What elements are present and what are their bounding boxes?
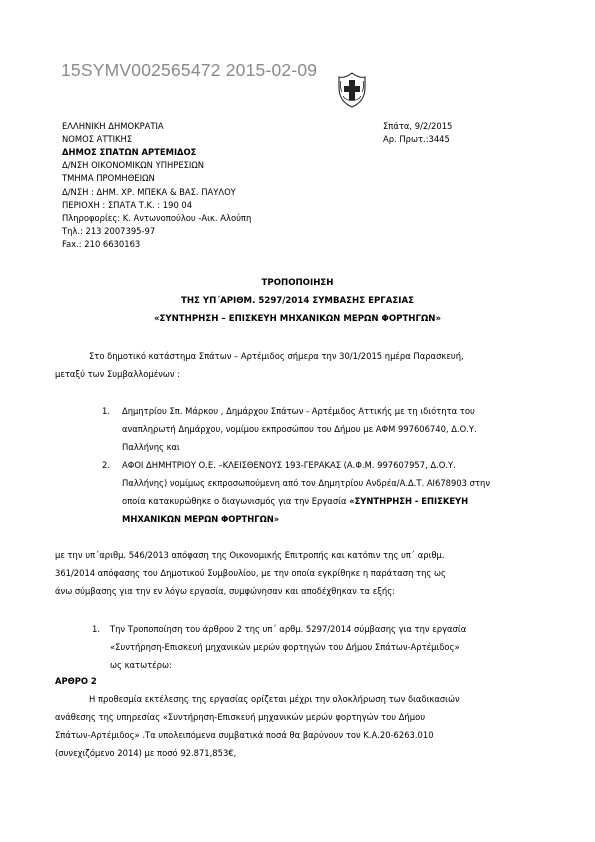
issuer-prefecture: ΝΟΜΟΣ ΑΤΤΙΚΗΣ [62,134,133,144]
issuer-area: ΠΕΡΙΟΧΗ : ΣΠΑΤΑ Τ.Κ. : 190 04 [62,200,193,210]
item-1-line-2: «Συντήρηση-Επισκευή μηχανικών μερών φορτηγών του Δήμου Σπάτων-Αρτέμιδος» [110,642,460,652]
item-1-line-1: Την Τροποποίηση του άρθρου 2 της υπ΄ αρθμ. 5297/2014 σύμβασης για την εργασία [110,624,467,634]
document-subtitle: ΤΗΣ ΥΠ΄ΑΡΙΘΜ. 5297/2014 ΣΥΜΒΑΣΗΣ ΕΡΓΑΣΙΑΣ [180,296,414,306]
decision-line-2: 361/2014 απόφασης του Δημοτικού Συμβουλίου, με την οποία εγκρίθηκε η παράταση της ως [55,568,446,578]
decision-line-3: άνω σύμβασης για την εν λόγω εργασία, συμφώνησαν και αποδέχθηκαν τα εξής: [55,586,395,596]
party-2-line-4: ΜΗΧΑΝΙΚΩΝ ΜΕΡΩΝ ΦΟΡΤΗΓΩΝ» [122,514,280,524]
intro-line-1: Στο δημοτικό κατάστημα Σπάτων – Αρτέμιδος σήμερα την 30/1/2015 ημέρα Παρασκευή, [89,351,464,361]
greek-emblem-icon [337,72,367,108]
party-1-line-2: αναπληρωτή Δημάρχου, νομίμου εκπροσώπου του Δήμου με ΑΦΜ 997606740, Δ.Ο.Υ. [122,424,477,434]
item-1-line-3: ως κατωτέρω: [110,660,172,670]
issuer-country: ΕΛΛΗΝΙΚΗ ΔΗΜΟΚΡΑΤΙΑ [62,121,164,131]
article-line-3: Σπάτων-Αρτέμιδος» .Τα υπολειπόμενα συμβατικά ποσά θα βαρύνουν τον Κ.Α.20-6263.010 [55,730,434,740]
intro-line-2: μεταξύ των Συμβαλλομένων : [55,369,181,379]
article-line-2: ανάθεσης της υπηρεσίας «Συντήρηση-Επισκευή μηχανικών μερών φορτηγών του Δήμου [55,712,426,722]
party-2-line-3 [122,496,468,507]
party-2-number: 2. [102,460,110,470]
article-line-1: Η προθεσμία εκτέλεσης της εργασίας ορίζεται μέχρι την ολοκλήρωση των διαδικασιών [89,694,460,704]
party-1-line-1: Δημητρίου Σπ. Μάρκου , Δημάρχου Σπάτων - Αρτέμιδος Αττικής με τη ιδιότητα του [122,406,475,416]
decision-line-1: με την υπ΄αριθμ. 546/2013 απόφαση της Οικονομικής Επιτροπής και κατόπιν της υπ΄ αριθμ. [55,550,445,560]
item-1-number: 1. [92,624,100,634]
issuer-fax: Fax.: 210 6630163 [62,239,141,249]
party-2-line-3-contract: «ΣΥΝΤΗΡΗΣΗ - ΕΠΙΣΚΕΥΗ [349,496,469,506]
protocol-number: Αρ. Πρωτ.:3445 [383,134,450,144]
party-2-line-1: ΑΦΟΙ ΔΗΜΗΤΡΙΟΥ Ο.Ε. –ΚΛΕΙΣΘΕΝΟΥΣ 193-ΓΕΡΑΚΑΣ (Α.Φ.Μ. 997607957, Δ.Ο.Υ. [122,460,456,470]
party-1-number: 1. [102,406,110,416]
party-1-line-3: Παλλήνης και [122,442,180,452]
party-2-line-3-text: οποία κατακυρώθηκε ο διαγωνισμός για την Εργασία [122,496,350,506]
article-line-4: (συνεχιζόμενο 2014) με ποσό 92.871,853€, [55,748,237,758]
issuer-address: Δ/ΝΣΗ : ΔΗΜ. ΧΡ. ΜΠΕΚΑ & ΒΑΣ. ΠΑΥΛΟΥ [62,187,236,197]
issuer-directorate: Δ/ΝΣΗ ΟΙΚΟΝΟΜΙΚΩΝ ΥΠΗΡΕΣΙΩΝ [62,160,205,170]
issuer-department: ΤΜΗΜΑ ΠΡΟΜΗΘΕΙΩΝ [62,173,155,183]
date-block [383,120,452,146]
article-heading: ΑΡΘΡΟ 2 [55,676,97,686]
issuer-municipality: ΔΗΜΟΣ ΣΠΑΤΩΝ ΑΡΤΕΜΙΔΟΣ [62,147,197,157]
contract-name: «ΣΥΝΤΗΡΗΣΗ – ΕΠΙΣΚΕΥΗ ΜΗΧΑΝΙΚΩΝ ΜΕΡΩΝ ΦΟΡΤΗΓΩΝ» [153,314,442,324]
party-2-line-2: Παλλήνης) νομίμως εκπροσωπούμενη από τον Δημητρίου Ανδρέα/Α.Δ.Τ. ΑΙ678903 στην [122,478,490,488]
issuer-phone: Τηλ.: 213 2007395-97 [62,226,156,236]
issuer-contact: Πληροφορίες: Κ. Αντωνοπούλου -Αικ. Αλούπη [62,213,252,223]
issuer-block [62,120,251,251]
document-stamp: 15SYMV002565472 2015-02-09 [61,60,318,80]
document-title: ΤΡΟΠΟΠΟΙΗΣΗ [261,278,334,288]
document-date: Σπάτα, 9/2/2015 [383,121,453,131]
